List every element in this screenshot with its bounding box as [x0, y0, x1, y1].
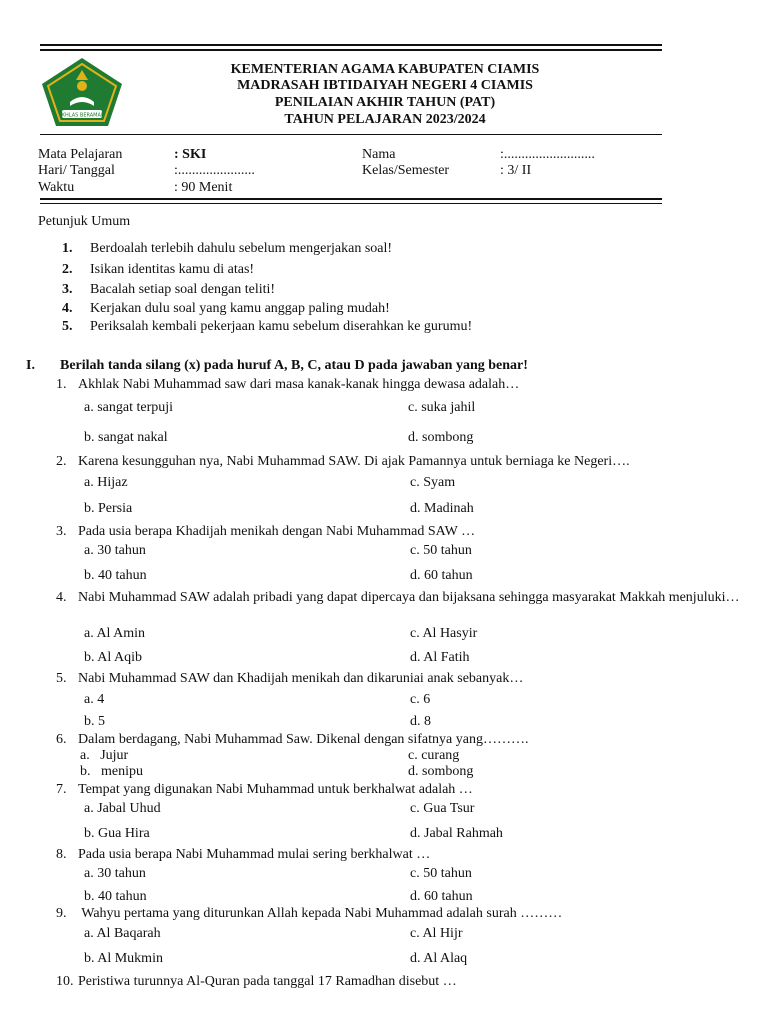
option-d[interactable]: d. sombong [408, 430, 474, 445]
value-hari: :...................... [174, 163, 255, 178]
value-nama: :.......................... [500, 147, 595, 162]
kop-line-ministry: KEMENTERIAN AGAMA KABUPATEN CIAMIS [230, 62, 540, 77]
option-d[interactable]: d. sombong [408, 764, 474, 779]
kop-line-year: TAHUN PELAJARAN 2023/2024 [284, 112, 486, 127]
option-d[interactable]: d. Jabal Rahmah [410, 826, 503, 841]
option-d[interactable]: d. 60 tahun [410, 568, 473, 583]
petunjuk-title: Petunjuk Umum [38, 214, 131, 229]
question-6: 6. Dalam berdagang, Nabi Muhammad Saw. Dikenal dengan sifatnya yang………. [56, 732, 529, 747]
option-b[interactable]: b. Gua Hira [84, 826, 150, 841]
top-rule-2 [40, 49, 662, 51]
option-a[interactable]: a. Al Baqarah [84, 926, 161, 941]
option-c[interactable]: c. 50 tahun [410, 543, 472, 558]
option-a[interactable]: a. 4 [84, 692, 105, 707]
question-10: 10. Peristiwa turunnya Al-Quran pada tanggal 17 Ramadhan disebut … [56, 974, 457, 989]
petunjuk-item: 3. Bacalah setiap soal dengan teliti! [62, 282, 276, 297]
value-mapel: : SKI [174, 147, 207, 162]
question-2: 2. Karena kesungguhan nya, Nabi Muhammad SAW. Di ajak Pamannya untuk berniaga ke Negeri…. [56, 454, 630, 469]
option-a[interactable]: a. 30 tahun [84, 866, 146, 881]
option-a[interactable]: a. sangat terpuji [84, 400, 174, 415]
value-waktu: : 90 Menit [174, 180, 233, 195]
option-c[interactable]: c. Gua Tsur [410, 801, 475, 816]
question-4: 4. Nabi Muhammad SAW adalah pribadi yang dapat dipercaya dan bijaksana sehingga masyarakat Makkah menjuluki… [56, 590, 740, 605]
logo-motto: IKHLAS BERAMAL [60, 112, 104, 119]
option-c[interactable]: c. Al Hasyir [410, 626, 478, 641]
option-b[interactable]: b. 40 tahun [84, 889, 147, 904]
kop-line-school: MADRASAH IBTIDAIYAH NEGERI 4 CIAMIS [237, 78, 533, 93]
option-c[interactable]: c. suka jahil [408, 400, 476, 415]
petunjuk-item: 2. Isikan identitas kamu di atas! [62, 262, 255, 277]
label-kelas: Kelas/Semester [362, 163, 450, 178]
option-d[interactable]: d. Al Alaq [410, 951, 468, 966]
kop-divider [40, 134, 662, 135]
option-c[interactable]: c. curang [408, 748, 460, 763]
option-b[interactable]: b. 40 tahun [84, 568, 147, 583]
option-b[interactable]: b. Al Mukmin [84, 951, 163, 966]
petunjuk-item: 1. Berdoalah terlebih dahulu sebelum mengerjakan soal! [62, 241, 393, 256]
petunjuk-item: 4. Kerjakan dulu soal yang kamu anggap paling mudah! [62, 301, 390, 316]
option-d[interactable]: d. 60 tahun [410, 889, 473, 904]
option-c[interactable]: c. 50 tahun [410, 866, 472, 881]
question-1: 1. Akhlak Nabi Muhammad saw dari masa kanak-kanak hingga dewasa adalah… [56, 377, 520, 392]
question-5: 5. Nabi Muhammad SAW dan Khadijah menikah dan dikaruniai anak sebanyak… [56, 671, 524, 686]
option-b[interactable]: b. Al Aqib [84, 650, 142, 665]
option-b[interactable]: b. Persia [84, 501, 133, 516]
option-a[interactable]: a. Al Amin [84, 626, 146, 641]
option-b[interactable]: b. menipu [80, 764, 143, 779]
label-mapel: Mata Pelajaran [38, 147, 123, 162]
kop-line-exam: PENILAIAN AKHIR TAHUN (PAT) [274, 95, 496, 110]
question-8: 8. Pada usia berapa Nabi Muhammad mulai sering berkhalwat … [56, 847, 431, 862]
option-b[interactable]: b. sangat nakal [84, 430, 168, 445]
option-a[interactable]: a. Hijaz [84, 475, 128, 490]
petunjuk-item: 5. Periksalah kembali pekerjaan kamu sebelum diserahkan ke gurumu! [62, 319, 473, 334]
option-a[interactable]: a. 30 tahun [84, 543, 146, 558]
option-a[interactable]: a. Jujur [80, 748, 129, 763]
info-rule-2 [40, 203, 662, 204]
question-7: 7. Tempat yang digunakan Nabi Muhammad untuk berkhalwat adalah … [56, 782, 473, 797]
section-heading: I. Berilah tanda silang (x) pada huruf A, B, C, atau D pada jawaban yang benar! [26, 358, 528, 373]
label-waktu: Waktu [38, 180, 75, 195]
info-rule [40, 198, 662, 200]
value-kelas: : 3/ II [500, 163, 532, 178]
kemenag-logo [40, 56, 124, 128]
question-9: 9. Wahyu pertama yang diturunkan Allah kepada Nabi Muhammad adalah surah ……… [56, 906, 563, 921]
option-d[interactable]: d. Madinah [410, 501, 474, 516]
option-c[interactable]: c. 6 [410, 692, 431, 707]
option-c[interactable]: c. Syam [410, 475, 456, 490]
label-nama: Nama [362, 147, 396, 162]
option-a[interactable]: a. Jabal Uhud [84, 801, 161, 816]
label-hari: Hari/ Tanggal [38, 163, 115, 178]
option-c[interactable]: c. Al Hijr [410, 926, 463, 941]
option-d[interactable]: d. Al Fatih [410, 650, 470, 665]
question-3: 3. Pada usia berapa Khadijah menikah dengan Nabi Muhammad SAW … [56, 524, 476, 539]
top-rule [40, 44, 662, 46]
option-b[interactable]: b. 5 [84, 714, 105, 729]
option-d[interactable]: d. 8 [410, 714, 431, 729]
